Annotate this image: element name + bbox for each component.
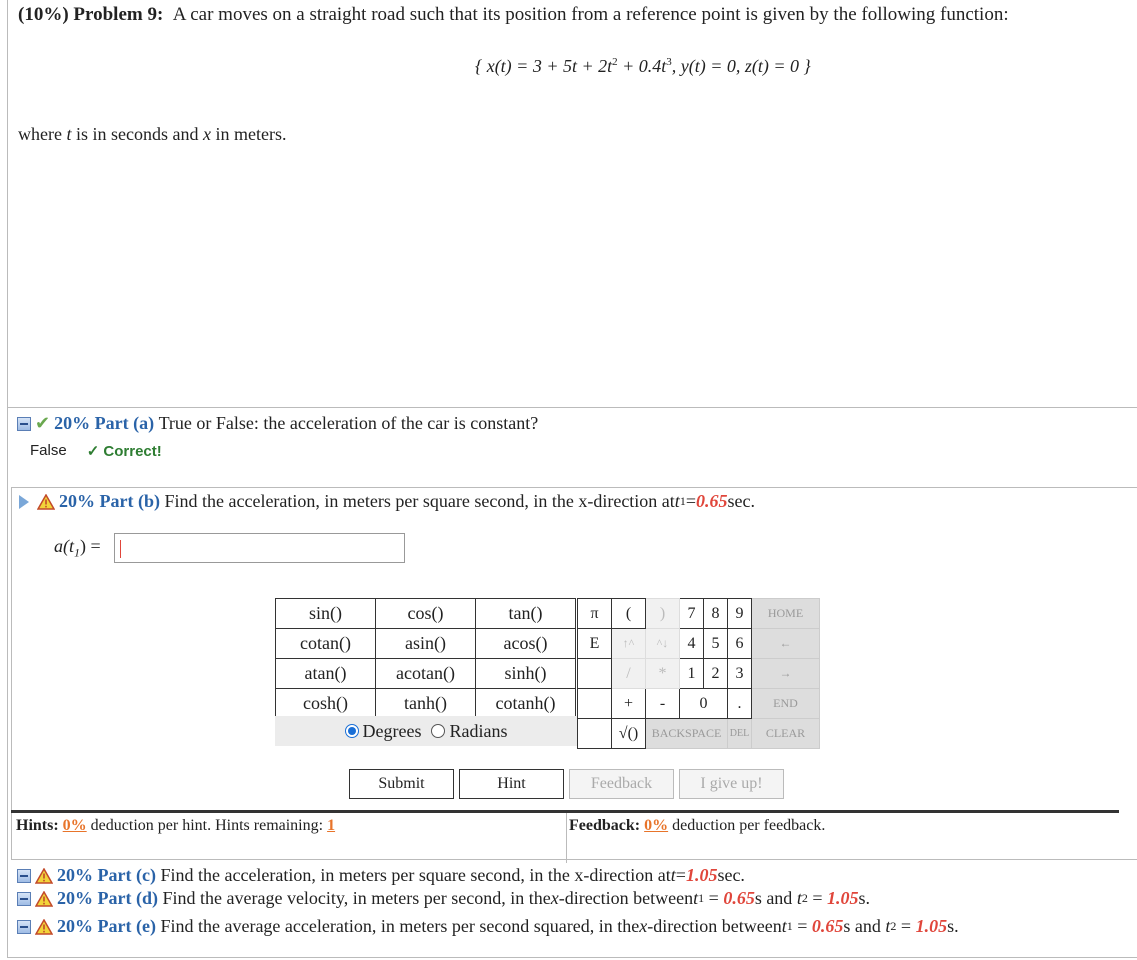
up-caret-key[interactable]: ↑^ bbox=[612, 629, 646, 659]
part-a-header[interactable] bbox=[17, 413, 538, 434]
part-a-answer: False bbox=[30, 442, 67, 459]
acotan-key[interactable]: acotan() bbox=[376, 659, 476, 689]
part-d-v1: 0.65 bbox=[723, 888, 755, 908]
atan-key[interactable]: atan() bbox=[276, 659, 376, 689]
warning-icon bbox=[35, 919, 53, 935]
tanh-key[interactable]: tanh() bbox=[376, 689, 476, 719]
formula-exp: 3 bbox=[666, 56, 672, 68]
part-c-value: 1.05 bbox=[685, 865, 718, 885]
part-e-pct: 20% Part (e) bbox=[57, 916, 156, 936]
digit-1-key[interactable]: 1 bbox=[680, 659, 704, 689]
hints-text: deduction per hint. Hints remaining: bbox=[90, 817, 324, 834]
del-key[interactable]: DEL bbox=[728, 719, 752, 749]
part-c-pct: 20% Part (c) bbox=[57, 865, 156, 885]
digit-8-key[interactable]: 8 bbox=[704, 599, 728, 629]
keypad bbox=[577, 598, 820, 749]
home-key[interactable]: HOME bbox=[752, 599, 820, 629]
pi-key[interactable]: π bbox=[578, 599, 612, 629]
problem-weight: (10%) bbox=[18, 4, 69, 25]
radio-checked-icon[interactable] bbox=[345, 724, 359, 738]
decimal-key[interactable]: . bbox=[728, 689, 752, 719]
open-paren-key[interactable]: ( bbox=[612, 599, 646, 629]
close-paren-key[interactable]: ) bbox=[646, 599, 680, 629]
units-note bbox=[18, 124, 286, 145]
part-e-text: Find the average acceleration, in meters per second squared, in the bbox=[160, 916, 640, 936]
problem-title: Problem 9: bbox=[73, 4, 164, 25]
formula-part: { x(t) = 3 + 5t + 2t bbox=[475, 56, 613, 76]
part-e-v2: 1.05 bbox=[915, 916, 948, 936]
right-arrow-key[interactable]: → bbox=[752, 659, 820, 689]
asin-key[interactable]: asin() bbox=[376, 629, 476, 659]
part-b-header[interactable] bbox=[17, 491, 755, 512]
divider bbox=[7, 407, 1137, 408]
answer-label-eq: ) = bbox=[80, 536, 101, 556]
part-b-value: 0.65 bbox=[695, 491, 728, 511]
divide-key[interactable]: / bbox=[612, 659, 646, 689]
hints-label: Hints: bbox=[16, 817, 59, 834]
part-e-t1: t bbox=[781, 916, 787, 936]
collapse-icon[interactable] bbox=[17, 920, 31, 934]
blank-key bbox=[578, 689, 612, 719]
e-key[interactable]: E bbox=[578, 629, 612, 659]
part-a-text: True or False: the acceleration of the car is constant? bbox=[158, 413, 539, 433]
part-d-v2: 1.05 bbox=[826, 888, 859, 908]
sinh-key[interactable]: sinh() bbox=[476, 659, 576, 689]
units-text: is in seconds and bbox=[71, 124, 203, 144]
collapse-icon[interactable] bbox=[17, 892, 31, 906]
degrees-option[interactable] bbox=[345, 721, 422, 742]
digit-5-key[interactable]: 5 bbox=[704, 629, 728, 659]
function-keys bbox=[275, 598, 576, 719]
part-d-t1: t bbox=[693, 888, 699, 908]
answer-label bbox=[54, 536, 101, 561]
problem-header bbox=[18, 4, 1009, 26]
radio-icon[interactable] bbox=[431, 724, 445, 738]
part-e-t1-sub: 1 bbox=[786, 919, 793, 933]
digit-3-key[interactable]: 3 bbox=[728, 659, 752, 689]
expand-arrow-icon[interactable] bbox=[19, 495, 29, 509]
radians-label: Radians bbox=[449, 720, 508, 741]
part-e-x: x bbox=[639, 916, 648, 936]
end-key[interactable]: END bbox=[752, 689, 820, 719]
collapse-icon[interactable] bbox=[17, 869, 31, 883]
feedback-button[interactable]: Feedback bbox=[569, 769, 674, 799]
feedback-pct: 0% bbox=[644, 817, 669, 834]
blank-key bbox=[578, 719, 612, 749]
formula-part: , y(t) = 0, z(t) = 0 } bbox=[671, 56, 811, 76]
part-d-header[interactable]: 20% Part (d) Find the average velocity, in meters per second, in the x -direction between t 1 = 0.65 s and t 2 = 1.05 s. bbox=[17, 888, 870, 909]
position-formula bbox=[475, 56, 811, 77]
sin-key[interactable]: sin() bbox=[276, 599, 376, 629]
blank-key bbox=[578, 659, 612, 689]
part-e-t2: t bbox=[885, 916, 891, 936]
part-d-text2: -direction between bbox=[558, 888, 694, 908]
sqrt-key[interactable]: √() bbox=[612, 719, 646, 749]
give-up-button[interactable]: I give up! bbox=[679, 769, 784, 799]
down-caret-key[interactable]: ^↓ bbox=[646, 629, 680, 659]
units-var: x bbox=[202, 124, 211, 144]
cosh-key[interactable]: cosh() bbox=[276, 689, 376, 719]
submit-button[interactable]: Submit bbox=[349, 769, 454, 799]
divider bbox=[566, 813, 567, 863]
digit-9-key[interactable]: 9 bbox=[728, 599, 752, 629]
units-text: where bbox=[18, 124, 67, 144]
collapse-icon[interactable] bbox=[17, 417, 31, 431]
part-b-var: t bbox=[674, 491, 680, 511]
hints-remaining: 1 bbox=[327, 817, 336, 834]
warning-icon bbox=[37, 494, 55, 510]
hints-feedback-bar bbox=[11, 810, 1119, 860]
digit-0-key[interactable]: 0 bbox=[680, 689, 728, 719]
part-e-unit: s. bbox=[947, 916, 959, 936]
part-b-unit: sec. bbox=[727, 491, 755, 511]
part-b-sub: 1 bbox=[679, 494, 686, 508]
digit-7-key[interactable]: 7 bbox=[680, 599, 704, 629]
plus-key[interactable]: + bbox=[612, 689, 646, 719]
part-c-var: t bbox=[670, 865, 676, 885]
degrees-label: Degrees bbox=[362, 720, 422, 741]
part-a-status: ✓ Correct! bbox=[86, 443, 162, 460]
warning-icon bbox=[35, 891, 53, 907]
problem-statement: A car moves on a straight road such that its position from a reference point is given by the following function: bbox=[172, 4, 1009, 25]
angle-mode bbox=[275, 716, 577, 746]
cos-key[interactable]: cos() bbox=[376, 599, 476, 629]
part-c-text: Find the acceleration, in meters per square second, in the x-direction at bbox=[160, 865, 671, 885]
tan-key[interactable]: tan() bbox=[476, 599, 576, 629]
feedback-label: Feedback: bbox=[569, 817, 641, 834]
answer-input[interactable] bbox=[114, 533, 405, 563]
part-e-text2: -direction between bbox=[647, 916, 782, 936]
feedback-text: deduction per feedback. bbox=[672, 817, 826, 834]
backspace-key[interactable]: BACKSPACE bbox=[646, 719, 728, 749]
feedback-info bbox=[569, 817, 825, 835]
minus-key[interactable]: - bbox=[646, 689, 680, 719]
left-arrow-key[interactable]: ← bbox=[752, 629, 820, 659]
part-d-mid: s and bbox=[754, 888, 793, 908]
hint-button[interactable]: Hint bbox=[459, 769, 564, 799]
part-e-header[interactable]: 20% Part (e) Find the average acceleration, in meters per second squared, in the x -direction between t 1 = 0.65 s and t 2 = 1.05 s. bbox=[17, 916, 959, 937]
part-c-header[interactable] bbox=[17, 865, 745, 886]
checkmark-icon: ✔ bbox=[35, 413, 51, 434]
part-e-t2-sub: 2 bbox=[890, 919, 897, 933]
part-b-text: Find the acceleration, in meters per square second, in the x-direction at bbox=[164, 491, 675, 511]
formula-part: + 0.4t bbox=[617, 56, 667, 76]
radians-option[interactable] bbox=[431, 721, 507, 742]
part-d-t2-sub: 2 bbox=[801, 891, 808, 905]
answer-label-sub: 1 bbox=[74, 545, 80, 560]
clear-key[interactable]: CLEAR bbox=[752, 719, 820, 749]
formula-exp: 2 bbox=[612, 56, 618, 68]
part-d-unit: s. bbox=[858, 888, 870, 908]
hints-info bbox=[16, 817, 335, 835]
part-a-pct: 20% Part (a) bbox=[54, 413, 155, 433]
cotan-key[interactable]: cotan() bbox=[276, 629, 376, 659]
digit-2-key[interactable]: 2 bbox=[704, 659, 728, 689]
warning-icon bbox=[35, 868, 53, 884]
part-e-mid: s and bbox=[843, 916, 881, 936]
answer-label-text: a(t bbox=[54, 536, 74, 556]
hints-pct: 0% bbox=[62, 817, 87, 834]
part-c-unit: sec. bbox=[717, 865, 745, 885]
units-var: t bbox=[66, 124, 72, 144]
part-d-t1-sub: 1 bbox=[698, 891, 705, 905]
digit-4-key[interactable]: 4 bbox=[680, 629, 704, 659]
part-d-t2: t bbox=[796, 888, 802, 908]
part-a-answer-row bbox=[30, 442, 162, 460]
part-b-pct: 20% Part (b) bbox=[59, 491, 160, 511]
part-c-eq: = bbox=[675, 865, 686, 885]
part-d-pct: 20% Part (d) bbox=[57, 888, 158, 908]
part-d-text: Find the average velocity, in meters per second, in the bbox=[162, 888, 551, 908]
acos-key[interactable]: acos() bbox=[476, 629, 576, 659]
multiply-key[interactable]: * bbox=[646, 659, 680, 689]
part-b-eq: = bbox=[685, 491, 696, 511]
cotanh-key[interactable]: cotanh() bbox=[476, 689, 576, 719]
digit-6-key[interactable]: 6 bbox=[728, 629, 752, 659]
units-text: in meters. bbox=[210, 124, 287, 144]
part-d-x: x bbox=[550, 888, 559, 908]
part-e-v1: 0.65 bbox=[811, 916, 844, 936]
